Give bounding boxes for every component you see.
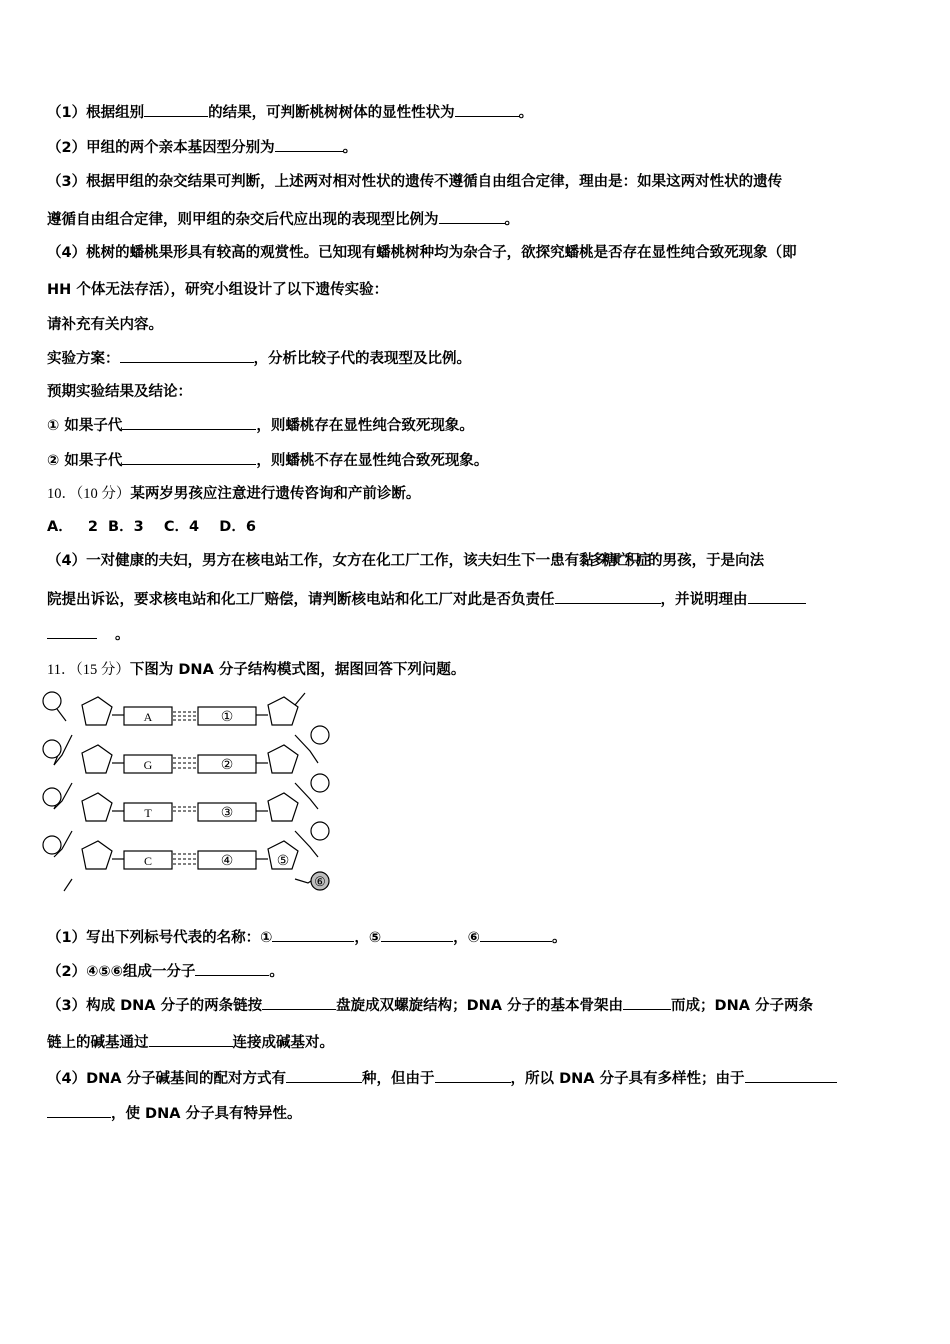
answer-blank[interactable] [47, 1103, 111, 1118]
answer-blank[interactable] [120, 348, 254, 363]
q10-part4-line1 [47, 551, 764, 571]
q11-part4-text-c: ，所以 DNA 分子具有多样性；由于 [510, 1071, 745, 1087]
q9-supplement: 请补充有关内容。 [47, 317, 163, 333]
answer-blank[interactable] [272, 927, 354, 942]
q9-part1 [47, 102, 533, 123]
q11-part2 [47, 961, 284, 982]
q9-plan-text-b: ，分析比较子代的表现型及比例。 [253, 351, 471, 367]
base-boxes [124, 707, 256, 869]
q9-part2 [47, 137, 357, 158]
q11-part3-text-d: 链上的碱基通过 [47, 1035, 149, 1051]
q11-part1-text-d: 。 [551, 930, 567, 946]
answer-blank[interactable] [47, 624, 97, 639]
q10-part4-line2 [47, 589, 806, 610]
q9-result1 [47, 415, 474, 436]
q9-result1-text-b: ，则蟠桃存在显性纯合致死现象。 [256, 418, 474, 434]
dna-structure-diagram [40, 683, 340, 895]
answer-blank[interactable] [275, 137, 343, 152]
answer-blank[interactable] [555, 589, 661, 604]
q11-part1-text-a: （1）写出下列标号代表的名称：① [47, 930, 273, 946]
number-label: ② [220, 758, 234, 773]
q9-part2-text-a: （2）甲组的两个亲本基因型分别为 [47, 140, 275, 156]
phosphate-number-label: ⑥ [314, 874, 326, 889]
q11-part3-line1 [47, 995, 813, 1016]
q10-score: （10 分） [76, 486, 131, 502]
q9-plan [47, 348, 471, 369]
answer-blank[interactable] [439, 209, 505, 224]
left-sugars [82, 697, 112, 869]
q9-part3-text-b: 。 [504, 212, 519, 228]
answer-blank[interactable] [480, 927, 552, 942]
base-label: T [144, 806, 152, 820]
answer-blank[interactable] [144, 102, 208, 117]
answer-blank[interactable] [262, 995, 336, 1010]
phosphate-circle [43, 740, 61, 758]
q10-part4-line3 [47, 624, 130, 645]
number-label: ③ [220, 806, 234, 821]
number-label: ① [220, 710, 234, 725]
q11-part1 [47, 927, 566, 948]
sugar-number-label: ⑤ [276, 854, 290, 869]
answer-blank[interactable] [122, 415, 256, 430]
answer-blank[interactable] [122, 450, 256, 465]
answer-blank[interactable] [623, 995, 671, 1010]
q9-part4-line1: （4）桃树的蟠桃果形具有较高的观赏性。已知现有蟠桃树种均为杂合子，欲探究蟠桃是否存在显性纯合致死现象（即 [47, 245, 797, 261]
q11-part4-line1 [47, 1068, 837, 1089]
q10-stem [47, 484, 420, 504]
q11-part4-text-d: ，使 DNA 分子具有特异性。 [111, 1106, 302, 1122]
q9-result2-text-b: ，则蟠桃不存在显性纯合致死现象。 [256, 453, 489, 469]
q11-part2-text-b: 。 [269, 964, 284, 980]
q11-score: （15 分） [75, 662, 130, 678]
q11-part3-text-e: 连接成碱基对。 [232, 1035, 334, 1051]
q11-part2-text-a: （2）④⑤⑥组成一分子 [47, 964, 196, 980]
q10-disease-name: 黏多糖贮积症 [579, 553, 649, 569]
q9-part1-text-a: （1）根据组别 [47, 105, 145, 121]
phosphate-circle [43, 788, 61, 806]
q9-part4-line2: HH 个体无法存活），研究小组设计了以下遗传实验： [47, 282, 389, 298]
phosphate-circle [311, 822, 329, 840]
q10-part4-end: 。 [115, 627, 130, 643]
q11-part3-line2 [47, 1032, 334, 1053]
q9-plan-text-a: 实验方案： [47, 351, 120, 367]
q9-part1-text-b: 的结果，可判断桃树树体的显性性状为 [208, 105, 455, 121]
q9-part2-text-b: 。 [342, 140, 358, 156]
q9-part3-line2 [47, 209, 519, 230]
phosphate-circle [311, 726, 329, 744]
base-label: G [143, 758, 153, 772]
hydrogen-bonds [173, 712, 197, 864]
answer-blank[interactable] [286, 1068, 362, 1083]
q9-part3-text-a: 遵循自由组合定律，则甲组的杂交后代应出现的表现型比例为 [47, 212, 439, 228]
q11-part3-text-c: 而成；DNA 分子两条 [671, 998, 813, 1014]
q10-part4-text-a: （4）一对健康的夫妇，男方在核电站工作，女方在化工厂工作，该夫妇生下一患有 [47, 553, 580, 569]
right-sugars [268, 697, 298, 869]
phosphate-circle [43, 692, 61, 710]
base-connectors [112, 715, 268, 859]
answer-blank[interactable] [195, 961, 269, 976]
q10-part4-text-c: 的男孩，于是向法 [648, 553, 765, 569]
q11-part1-text-c: ，⑥ [453, 930, 480, 946]
q10-options: A． 2 B．3 C．4 D．6 [47, 519, 256, 535]
phosphate-circle [311, 774, 329, 792]
base-label: A [143, 710, 153, 724]
q11-number: 11． [47, 662, 76, 678]
q11-part3-text-a: （3）构成 DNA 分子的两条链按 [47, 998, 263, 1014]
q10-part4-text-d: 院提出诉讼，要求核电站和化工厂赔偿，请判断核电站和化工厂对此是否负责任 [47, 592, 555, 608]
base-label: C [143, 854, 153, 868]
q9-expected: 预期实验结果及结论： [47, 384, 192, 400]
answer-blank[interactable] [435, 1068, 511, 1083]
q11-part4-line2 [47, 1103, 302, 1124]
q9-result2 [47, 450, 488, 471]
q9-part3-line1: （3）根据甲组的杂交结果可判断，上述两对相对性状的遗传不遵循自由组合定律，理由是：如果这两对性状的遗传 [47, 174, 783, 190]
q11-part4-text-b: 种，但由于 [362, 1071, 435, 1087]
answer-blank[interactable] [381, 927, 453, 942]
phosphate-circle [43, 836, 61, 854]
answer-blank[interactable] [455, 102, 519, 117]
q11-part1-text-b: ，⑤ [354, 930, 382, 946]
number-label: ④ [220, 854, 234, 869]
q10-part4-text-e: ，并说明理由 [660, 592, 748, 608]
q9-result2-text-a: ② 如果子代 [47, 453, 123, 469]
q10-stem-text: 某两岁男孩应注意进行遗传咨询和产前诊断。 [130, 486, 421, 502]
answer-blank[interactable] [748, 589, 806, 604]
q11-stem [47, 660, 465, 680]
answer-blank[interactable] [149, 1032, 233, 1047]
q9-part1-text-c: 。 [518, 105, 534, 121]
q10-number: 10． [47, 486, 76, 502]
q9-result1-text-a: ① 如果子代 [47, 418, 123, 434]
q11-stem-text: 下图为 DNA 分子结构模式图，据图回答下列问题。 [129, 662, 466, 678]
q11-part3-text-b: 盘旋成双螺旋结构；DNA 分子的基本骨架由 [336, 998, 624, 1014]
q11-part4-text-a: （4）DNA 分子碱基间的配对方式有 [47, 1071, 287, 1087]
answer-blank[interactable] [745, 1068, 837, 1083]
